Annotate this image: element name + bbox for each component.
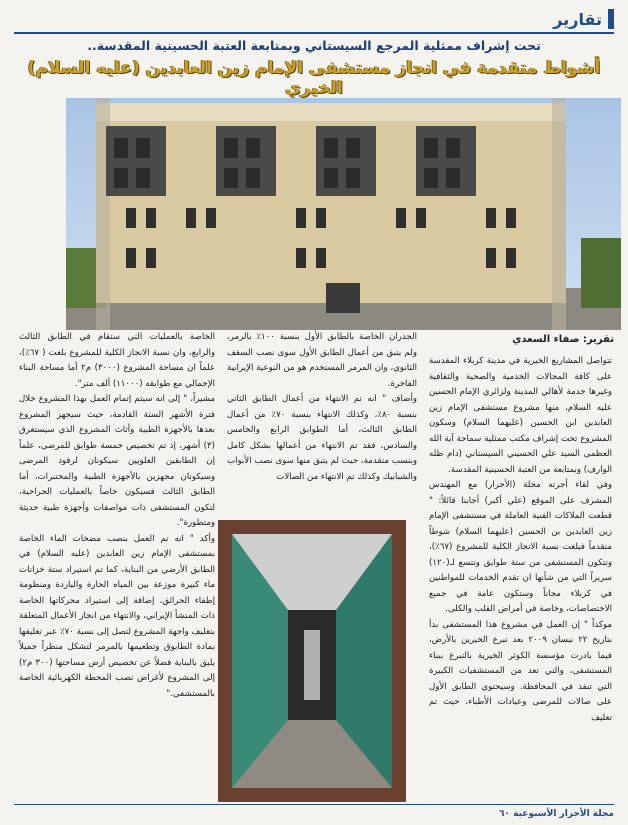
paragraph: تتواصل المشاريع الخيرية في مدينة كربلاء المقدسة على كافة المجالات الخدمية والصحية والثقافية وغيرها خدمة لأهالي المدينة ولزائري الإمام الحسين عليه السلام، منها مشروع مستشفى الإمام زين العابدين ابن الحسين (عليهما السلام) وسكون المشروع تحت إشراف مكتب ممثلية سماحة آية الله العظمى السيد علي الحسيني السيستاني (دام ظله الوارف) وبمتابعة من العتبة الحسينية المقدسة.: [429, 356, 612, 475]
article-column-middle: [227, 330, 417, 485]
paragraph: مشيراً، " إلى انه سيتم إتمام العمل بهذا المشروع خلال فترة الأشهر الستة القادمة، حيث سيجهز المشروع بعدها بالأجهزة الطبية وأثاث المشروع الذي سيستغرق (٣) أشهر، إذ تم تخصيص خمسة طوابق للمرضى، علماً إن الطابقين العلويين سيكونان لرقود المرضى وسيكونان مجهزين بالأجهزة الطبية والمختبرات، أما الطابق الثالث فسيكون خاصاً بالعمليات الجراحية، لتكون المستشفى ذات مواصفات وأجهزة طبية حديثة ومتطورة".: [19, 394, 215, 528]
article-column-right: [429, 354, 612, 726]
section-marker: [608, 9, 614, 29]
paragraph: موكداً " إن العمل في مشروع هذا المستشفى بدأ بتاريخ ٢٢ نيسان ٢٠٠٩ بعد تبرع الخيرين بالأرض، فيما بادرت مؤسسة الكوثر الخيرية بالتبرع ببناء المستشفى، والتي تعد من المستشفيات الكبيرة التي تنفذ في المحافظة. وسيحتوي الطابق الأول على صالات للمرضى وعيادات الأطباء، حيث تم تغليف: [429, 619, 612, 723]
paragraph: الخاصة بالعمليات التي ستقام في الطابق الثالث والرابع، وان نسبة الانجاز الكلية للمشروع بلغت ( ٦٧٪)، علماً ان مساحة المشروع (٣٠٠٠) م٢ أما مساحة البناء الإجمالي مع طوابقه (١١٠٠٠) ألف متر".: [19, 332, 216, 389]
header-rule: [14, 32, 614, 34]
corridor-illustration: [218, 520, 406, 802]
section-label: تقارير: [553, 9, 602, 29]
paragraph: وفي لقاء أجرته مجلة (الأحرار) مع المهندس المشرف على الموقع (علي أكبر) أجابنا قائلاً: " قطعت الملاكات الفنية العاملة في مستشفى الإمام زين العابدين بن الحسين (عليهما السلام) شوطاً متقدماً فبلغت نسبة الانجاز الكلية للمشروع (٦٧٪)، وتتكون المستشفى من ستة طوابق وتتسع لـ(١٢٠) سريراً التي من شأنها ان تقدم الخدمات للمواطنين في كربلاء مجاناً وستكون عامة في جميع الاختصاصات، وخاصة في أمراض القلب والكلى.: [429, 480, 612, 614]
kicker: تحت إشراف ممثلية المرجع السيستاني وبمتابعة العتبة الحسينية المقدسة..: [87, 38, 541, 53]
article-column-left: [19, 330, 215, 702]
section-header: [553, 6, 614, 32]
footer-label: مجلة الأحرار الأسبوعية ٦٠: [499, 809, 614, 819]
hospital-building-photo: [66, 98, 621, 330]
paragraph: وأضاف " انه تم الانتهاء من أعمال الطابق الثاني بنسبة ٨٠٪، وكذلك الانتهاء بنسبة ٧٠٪ من أعمال الطابق الثالث، أما الطوابق الرابع والخامس والسادس، فقد تم الانتهاء من أعمالها بشكل كامل وبنسب متقدمة، حيث لم يتبق منها سوى نصب الأبواب والشبابيك وكذلك تم الانتهاء من الصالات: [227, 394, 417, 482]
footer-rule: [14, 804, 614, 805]
paragraph: وأكد " انه تم العمل بنصب مضخات الماء الخاصة بمستشفى الإمام زين العابدين (عليه السلام) في الطابق الأرضي من البناية، كما تم استيراد ستة خزانات ماء كبيرة موزعة بين المياه الحارة والباردة ومنظومة إطفاء الحرائق، إضافة إلى استيراد محركاتها الخاصة ذات المنشأ الإيراني، والانتهاء من انجاز الأعمال المتعلقة بتغليف واجهة المشروع لتصل إلى نسبة ٧٠٪ عبر تغليفها بمادة الطابوق وتطعيمها بالمرمر لتشكل منظراً جميلاً يليق بالبناية فضلاً عن تخصيص أرض مساحتها (٣٠٠ م٢) إلى المشروع لأغراض نصب المحطة الكهربائية الخاصة بالمستشفى.": [19, 533, 215, 699]
paragraph: الجدران الخاصة بالطابق الأول بنسبة ١٠٠٪ بالرمر، ولم يتبق من أعمال الطابق الأول سوى نصب السقف الثانوي، وان المرمر المستخدم هو من النوعية الإيرانية الفاخرة.: [227, 332, 417, 389]
hospital-corridor-photo: [218, 520, 406, 802]
building-illustration: [66, 98, 621, 330]
byline: تقرير: صفاء السعدي: [512, 334, 614, 345]
headline: أشواط متقدمة في انجاز مستشفى الإمام زين العابدين (عليه السلام) الخيري: [27, 58, 601, 98]
